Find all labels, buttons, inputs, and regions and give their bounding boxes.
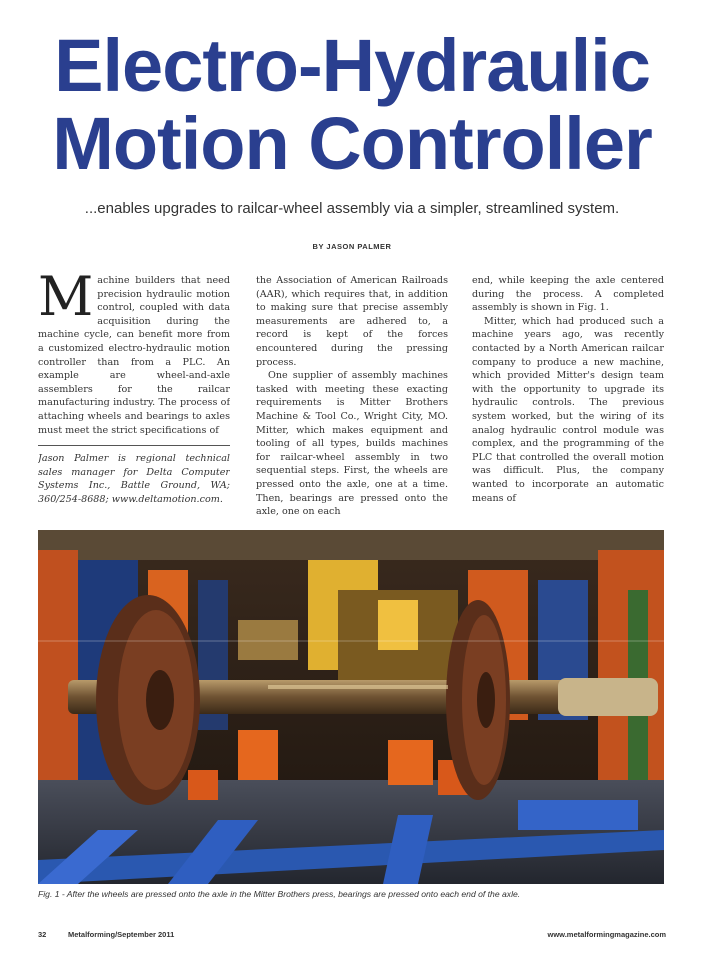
website-link[interactable]: www.metalformingmagazine.com bbox=[547, 930, 666, 939]
byline: BY JASON PALMER bbox=[312, 242, 392, 251]
divider bbox=[38, 445, 230, 446]
press-machine-illustration bbox=[38, 530, 664, 884]
figure-photo bbox=[38, 530, 664, 884]
magazine-issue: Metalforming/September 2011 bbox=[68, 930, 175, 939]
article-subtitle: ...enables upgrades to railcar-wheel assembly via a simpler, streamlined system. bbox=[84, 200, 620, 217]
paragraph: end, while keeping the axle centered during the process. A completed assembly is shown in Fig. 1. bbox=[472, 275, 664, 314]
page-number: 32 bbox=[38, 930, 47, 939]
text-column-1 bbox=[38, 274, 230, 518]
paragraph: Mitter, which had produced such a machine years ago, was recently contacted by a North American railcar company to produce a new machine, which provided Mitter's design team with the opportunity to upgrade its hydraulic controls. The previous system worked, but the wiring of its analog hydraulic control module was complex, and the programming of the PLC that controlled the overall motion was difficult. Plus, the company wanted to incorporate an automatic means of bbox=[472, 315, 664, 504]
text-column-3 bbox=[472, 274, 664, 518]
paragraph: One supplier of assembly machines tasked with meeting these exacting requirements is Mitter Brothers Machine & Tool Co., Wright City, MO. Mitter, which makes equipment and tooling of all types, builds machines for railcar-wheel assembly in two sequential steps. First, the wheels are pressed onto the axle, one at a time. Then, bearings are pressed onto the axle, one on each bbox=[256, 370, 448, 518]
article-title-line-1: Electro-Hydraulic bbox=[54, 24, 650, 107]
paragraph bbox=[38, 274, 230, 437]
text-column-2 bbox=[256, 274, 448, 518]
article-title-line-2: Motion Controller bbox=[52, 102, 652, 185]
figure-caption: Fig. 1 - After the wheels are pressed onto the axle in the Mitter Brothers press, bearings are pressed onto each end of the axle. bbox=[38, 889, 521, 899]
drop-cap: M bbox=[38, 274, 94, 328]
author-bio: Jason Palmer is regional technical sales manager for Delta Computer Systems Inc., Battle Ground, WA; 360/254-8688; www.deltamotion.com. bbox=[38, 453, 230, 505]
paragraph-text: achine builders that need precision hydraulic motion control, coupled with data acquisition during the machine cycle, can benefit more from a customized electro-hydraulic motion controller than from a PLC. An example are wheel-and-axle assemblers for the railcar manufacturing industry. The process of attaching wheels and bearings to axles must meet the strict specifications of bbox=[38, 275, 230, 436]
paragraph: the Association of American Railroads (AAR), which requires that, in addition to making sure that precise assembly measurements are adhered to, a record is kept of the forces encountered during the pressing process. bbox=[256, 275, 448, 368]
